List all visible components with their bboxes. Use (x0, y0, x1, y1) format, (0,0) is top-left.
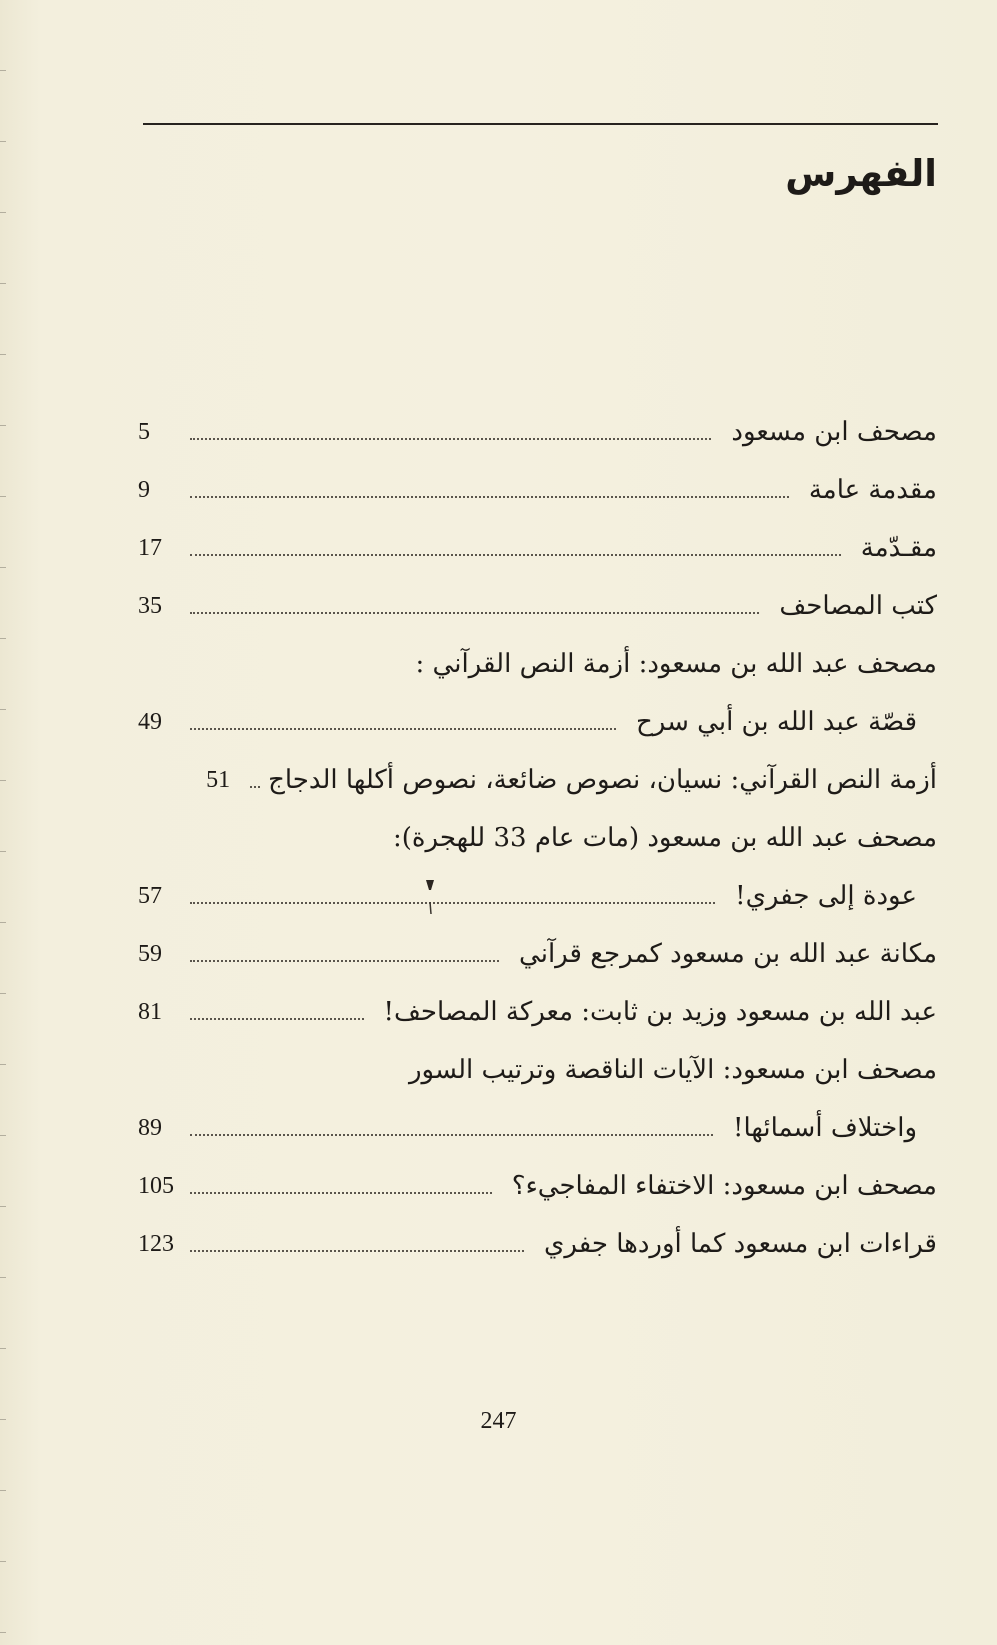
page-title: الفهرس (785, 152, 937, 195)
toc-entry (138, 990, 937, 1034)
toc-section-heading (138, 1048, 937, 1092)
toc-entry-page: 105 (138, 1172, 174, 1199)
toc-entry-page: 5 (138, 418, 150, 445)
toc-entry (138, 410, 937, 454)
dot-leader (190, 612, 759, 614)
toc-entry-title: مكانة عبد الله بن مسعود كمرجع قرآني (519, 939, 937, 969)
dot-leader (190, 1250, 524, 1252)
ink-smudge-mark (424, 876, 436, 916)
page-number: 247 (480, 1408, 517, 1434)
toc-entry (138, 1164, 937, 1208)
toc-entry-title: قصّة عبد الله بن أبي سرح (635, 707, 917, 737)
toc-entry (138, 1222, 937, 1266)
toc-entry-page: 89 (138, 1114, 162, 1141)
toc-entry-title: مصحف ابن مسعود: الاختفاء المفاجيء؟ (511, 1171, 937, 1201)
toc-entry-title: مصحف ابن مسعود: الآيات الناقصة وترتيب السور (408, 1055, 937, 1085)
toc-entry (138, 526, 937, 570)
dot-leader (190, 902, 715, 904)
top-rule (143, 123, 938, 125)
dot-leader (190, 1192, 492, 1194)
toc-entry-page: 81 (138, 998, 162, 1025)
dot-leader (190, 1134, 713, 1136)
dot-leader (250, 786, 260, 788)
toc-entry-page: 51 (206, 766, 231, 793)
toc-entry-title: أزمة النص القرآني: نسيان، نصوص ضائعة، نصوص أكلها الدجاج (268, 765, 937, 795)
toc-entry (138, 468, 937, 512)
toc-entry-title: مصحف عبد الله بن مسعود: أزمة النص القرآني : (415, 649, 937, 679)
dot-leader (190, 496, 789, 498)
toc-entry (138, 1106, 937, 1150)
toc-section-heading (138, 642, 937, 686)
toc-entry-title: عبد الله بن مسعود وزيد بن ثابت: معركة المصاحف! (383, 997, 937, 1027)
toc-entry-title: مصحف ابن مسعود (731, 417, 937, 447)
toc-entry-title: كتب المصاحف (779, 591, 937, 621)
toc-entry-page: 57 (138, 882, 162, 909)
toc-entry-title: مقـدّمة (860, 533, 937, 563)
toc-entry-page: 9 (138, 476, 150, 503)
dot-leader (190, 728, 616, 730)
dot-leader (190, 960, 499, 962)
toc-entry (138, 584, 937, 628)
page-edge-marks (0, 0, 6, 1645)
toc-entry-page: 35 (138, 592, 162, 619)
dot-leader (190, 1018, 364, 1020)
toc-entry-title: واختلاف أسمائها! (733, 1113, 917, 1143)
toc-entry (138, 700, 937, 744)
toc-section-heading (138, 816, 937, 860)
toc-entry-page: 59 (138, 940, 162, 967)
toc-entry-title: قراءات ابن مسعود كما أوردها جفري (544, 1229, 937, 1259)
dot-leader (190, 554, 841, 556)
toc-entry-title: عودة إلى جفري! (735, 881, 917, 911)
toc-entry (138, 874, 937, 918)
toc-entry-page: 123 (138, 1230, 174, 1257)
toc-entry-page: 17 (138, 534, 162, 561)
toc-entry (138, 758, 937, 802)
toc-entry-title: مقدمة عامة (808, 475, 937, 505)
toc-entry-page: 49 (138, 708, 162, 735)
toc-entry (138, 932, 937, 976)
dot-leader (190, 438, 711, 440)
toc-entry-title: مصحف عبد الله بن مسعود (مات عام 33 للهجرة): (393, 823, 937, 853)
